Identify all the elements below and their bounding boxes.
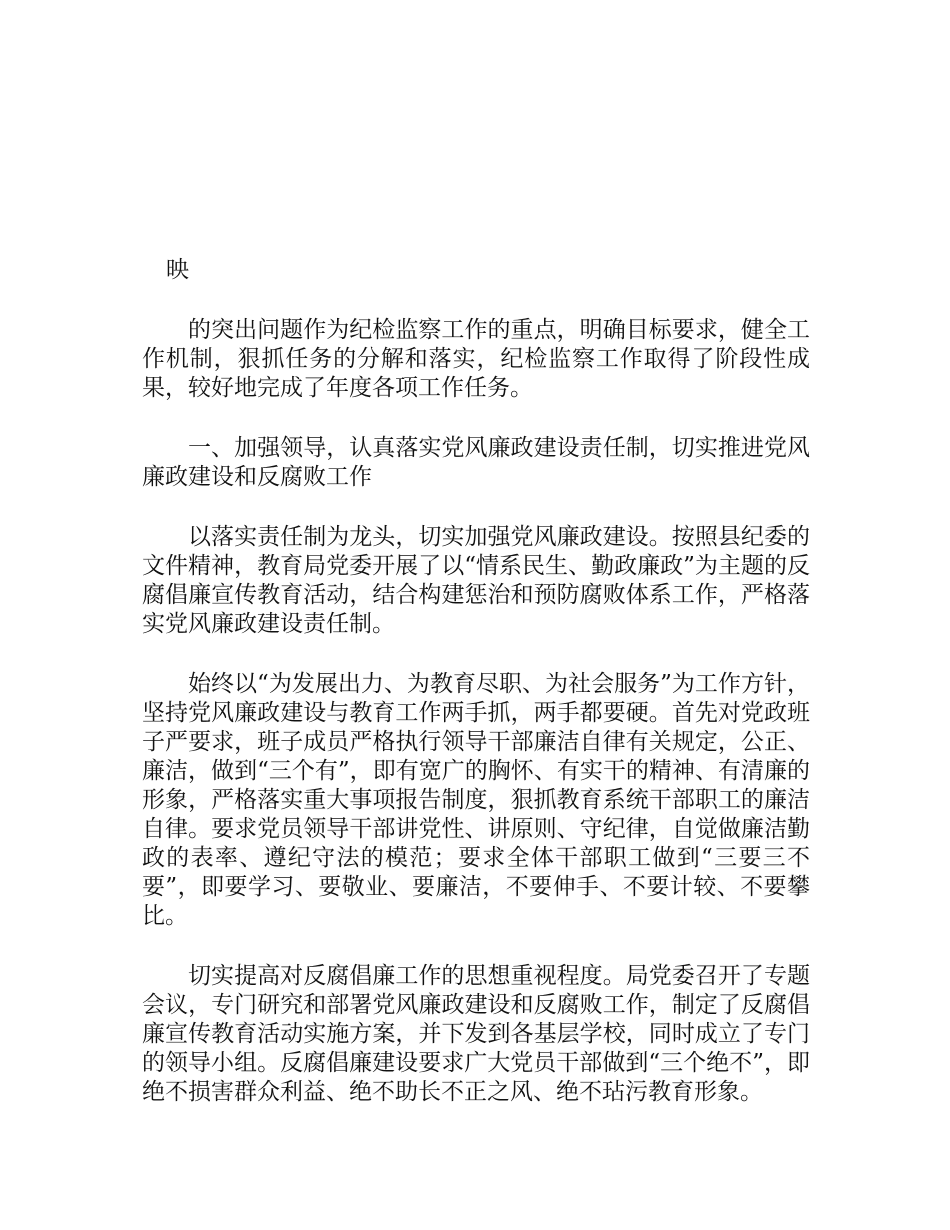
paragraph-intro: 的突出问题作为纪检监察工作的重点，明确目标要求，健全工作机制，狠抓任务的分解和落实，纪检监察工作取得了阶段性成果，较好地完成了年度各项工作任务。 [142, 317, 810, 401]
paragraph-gap [142, 639, 810, 670]
document-body [142, 256, 810, 1107]
paragraph-policy: 始终以“为发展出力、为教育尽职、为社会服务”为工作方针，坚持党风廉政建设与教育工作两手抓，两手都要硬。首先对党政班子严要求，班子成员严格执行领导干部廉洁自律有关规定，公正、廉洁，做到“三个有”，即有宽广的胸怀、有实干的精神、有清廉的形象，严格落实重大事项报告制度，狠抓教育系统干部职工的廉洁自律。要求党员领导干部讲党性、讲原则、守纪律，自觉做廉洁勤政的表率、遵纪守法的模范；要求全体干部职工做到“三要三不要”，即要学习、要敬业、要廉洁，不要伸手、不要计较、不要攀比。 [142, 671, 810, 929]
paragraph-gap [142, 492, 810, 523]
paragraph-gap [142, 285, 810, 316]
section-heading: 一、加强领导，认真落实党风廉政建设责任制，切实推进党风廉政建设和反腐败工作 [142, 435, 810, 490]
text-fragment: 映 [166, 257, 189, 283]
paragraph-gap [142, 403, 810, 434]
paragraph-meeting: 切实提高对反腐倡廉工作的思想重视程度。局党委召开了专题会议，专门研究和部署党风廉政建设和反腐败工作，制定了反腐倡廉宣传教育活动实施方案，并下发到各基层学校，同时成立了专门的领导小组。反腐倡廉建设要求广大党员干部做到“三个绝不”，即绝不损害群众利益、绝不助长不正之风、绝不玷污教育形象。 [142, 963, 810, 1105]
paragraph-responsibility: 以落实责任制为龙头，切实加强党风廉政建设。按照县纪委的文件精神，教育局党委开展了以“情系民生、勤政廉政”为主题的反腐倡廉宣传教育活动，结合构建惩治和预防腐败体系工作，严格落实党风廉政建设责任制。 [142, 524, 810, 637]
paragraph-gap [142, 931, 810, 962]
